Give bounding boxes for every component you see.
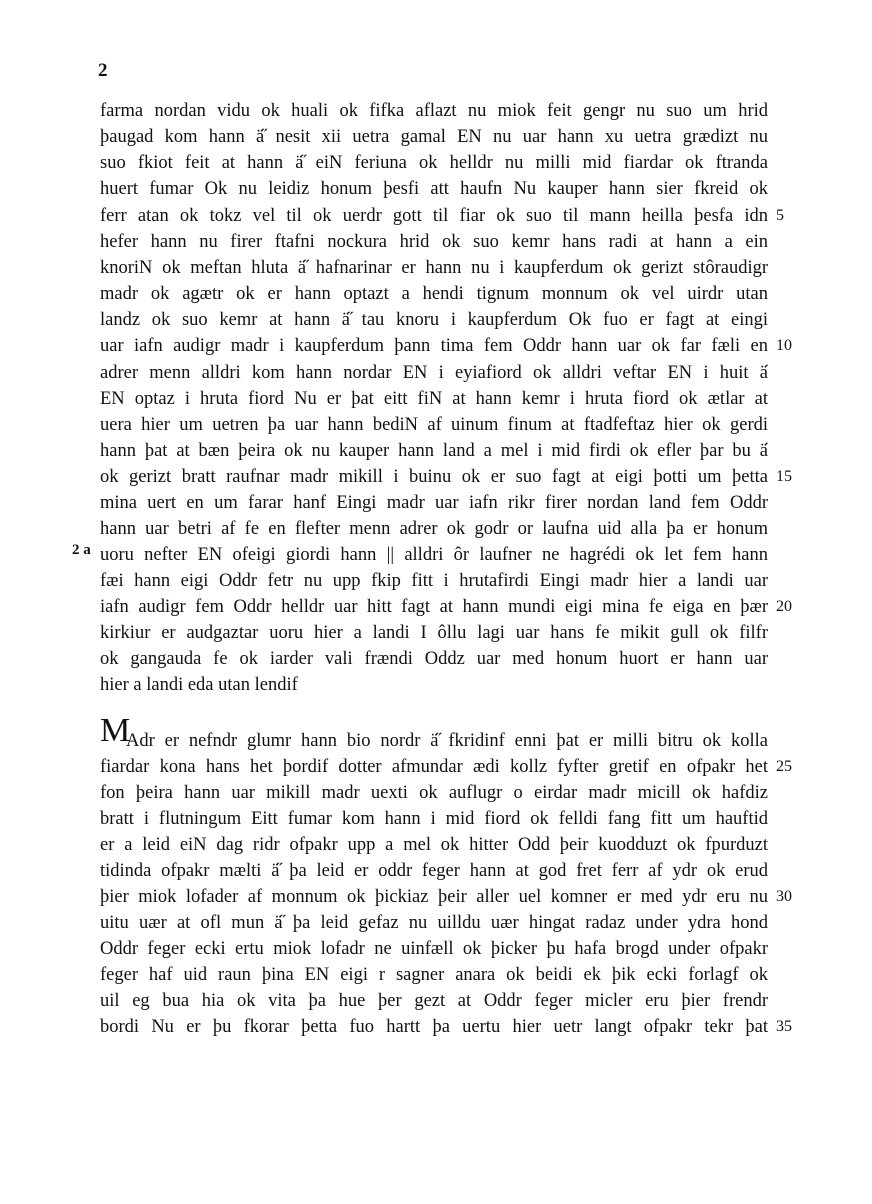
text-line: hann uar betri af fe en flefter menn adrer ok godr or laufna uid alla þa er honum xyxy=(100,519,768,539)
text-line: Adr er nefndr glumr hann bio nordr ä̋ fkridinf enni þat er milli bitru ok kolla xyxy=(126,731,768,751)
text-line: landz ok suo kemr at hann ä̋ tau knoru i kaupferdum Ok fuo er fagt at eingi xyxy=(100,310,768,330)
text-line: EN optaz i hruta fiord Nu er þat eitt fiN at hann kemr i hruta fiord ok ætlar at xyxy=(100,389,768,409)
text-line: fæi hann eigi Oddr fetr nu upp fkip fitt i hrutafirdi Eingi madr hier a landi uar xyxy=(100,571,768,591)
line-number: 15 xyxy=(776,468,792,485)
line-number: 10 xyxy=(776,337,792,354)
text-line: uar iafn audigr madr i kaupferdum þann tima fem Oddr hann uar ok far fæli en xyxy=(100,336,768,356)
text-line: bratt i flutningum Eitt fumar kom hann i mid fiord ok felldi fang fitt um hauftid xyxy=(100,809,768,829)
line-number: 5 xyxy=(776,207,784,224)
text-line: ferr atan ok tokz vel til ok uerdr gott til fiar ok suo til mann heilla þesfa idn xyxy=(100,206,768,226)
text-line: þaugad kom hann ä̋ nesit xii uetra gamal EN nu uar hann xu uetra grædizt nu xyxy=(100,127,768,147)
margin-folio-note: 2 a xyxy=(72,542,91,558)
text-line: uoru nefter EN ofeigi giordi hann || alldri ôr laufner ne hagrédi ok let fem hann xyxy=(100,545,768,565)
text-line: mina uert en um farar hanf Eingi madr uar iafn rikr firer nordan land fem Oddr xyxy=(100,493,768,513)
text-line: madr ok agætr ok er hann optazt a hendi tignum monnum ok vel uirdr utan xyxy=(100,284,768,304)
line-number: 25 xyxy=(776,758,792,775)
text-line: ok gangauda fe ok iarder vali frændi Oddz uar med honum huort er hann uar xyxy=(100,649,768,669)
text-line: kirkiur er audgaztar uoru hier a landi I ôllu lagi uar hans fe mikit gull ok filfr xyxy=(100,623,768,643)
text-line: bordi Nu er þu fkorar þetta fuo hartt þa uertu hier uetr langt ofpakr tekr þat xyxy=(100,1017,768,1037)
text-line: tidinda ofpakr mælti ä̋ þa leid er oddr feger hann at god fret ferr af ydr ok erud xyxy=(100,861,768,881)
line-number: 35 xyxy=(776,1018,792,1035)
text-line: uil eg bua hia ok vita þa hue þer gezt at Oddr feger micler eru þier frendr xyxy=(100,991,768,1011)
text-line: uera hier um uetren þa uar hann bediN af uinum finum at ftadfeftaz hier ok gerdi xyxy=(100,415,768,435)
drop-initial: M xyxy=(100,712,131,749)
text-line: hann þat at bæn þeira ok nu kauper hann land a mel i mid firdi ok efler þar bu ä̋ xyxy=(100,441,768,461)
text-line: er a leid eiN dag ridr ofpakr upp a mel ok hitter Odd þeir kuodduzt ok fpurduzt xyxy=(100,835,768,855)
text-line: hefer hann nu firer ftafni nockura hrid ok suo kemr hans radi at hann a ein xyxy=(100,232,768,252)
text-line: iafn audigr fem Oddr helldr uar hitt fagt at hann mundi eigi mina fe eiga en þær xyxy=(100,597,768,617)
page-number: 2 xyxy=(98,60,108,81)
text-line: fon þeira hann uar mikill madr uexti ok auflugr o eirdar madr micill ok hafdiz xyxy=(100,783,768,803)
text-line: Oddr feger ecki ertu miok lofadr ne uinfæll ok þicker þu hafa brogd under ofpakr xyxy=(100,939,768,959)
text-line: adrer menn alldri kom hann nordar EN i eyiafiord ok alldri veftar EN i huit ä̋ xyxy=(100,363,768,383)
text-line: fiardar kona hans het þordif dotter afmundar ædi kollz fyfter gretif en ofpakr het xyxy=(100,757,768,777)
text-line: ok gerizt bratt raufnar madr mikill i buinu ok er suo fagt at eigi þotti um þetta xyxy=(100,467,768,487)
text-line: hier a landi eda utan lendif xyxy=(100,675,298,695)
text-line: huert fumar Ok nu leidiz honum þesfi att haufn Nu kauper hann sier fkreid ok xyxy=(100,179,768,199)
text-line: suo fkiot feit at hann ä̋ eiN feriuna ok helldr nu milli mid fiardar ok ftranda xyxy=(100,153,768,173)
line-number: 30 xyxy=(776,888,792,905)
line-number: 20 xyxy=(776,598,792,615)
text-line: feger haf uid raun þina EN eigi r sagner anara ok beidi ek þik ecki forlagf ok xyxy=(100,965,768,985)
text-line: farma nordan vidu ok huali ok fifka aflazt nu miok feit gengr nu suo um hrid xyxy=(100,101,768,121)
text-line: þier miok lofader af monnum ok þickiaz þeir aller uel komner er med ydr eru nu xyxy=(100,887,768,907)
text-line: knoriN ok meftan hluta ä̋ hafnarinar er hann nu i kaupferdum ok gerizt stôraudigr xyxy=(100,258,768,278)
text-line: uitu uær at ofl mun ä̋ þa leid gefaz nu uilldu uær hingat radaz under ydra hond xyxy=(100,913,768,933)
